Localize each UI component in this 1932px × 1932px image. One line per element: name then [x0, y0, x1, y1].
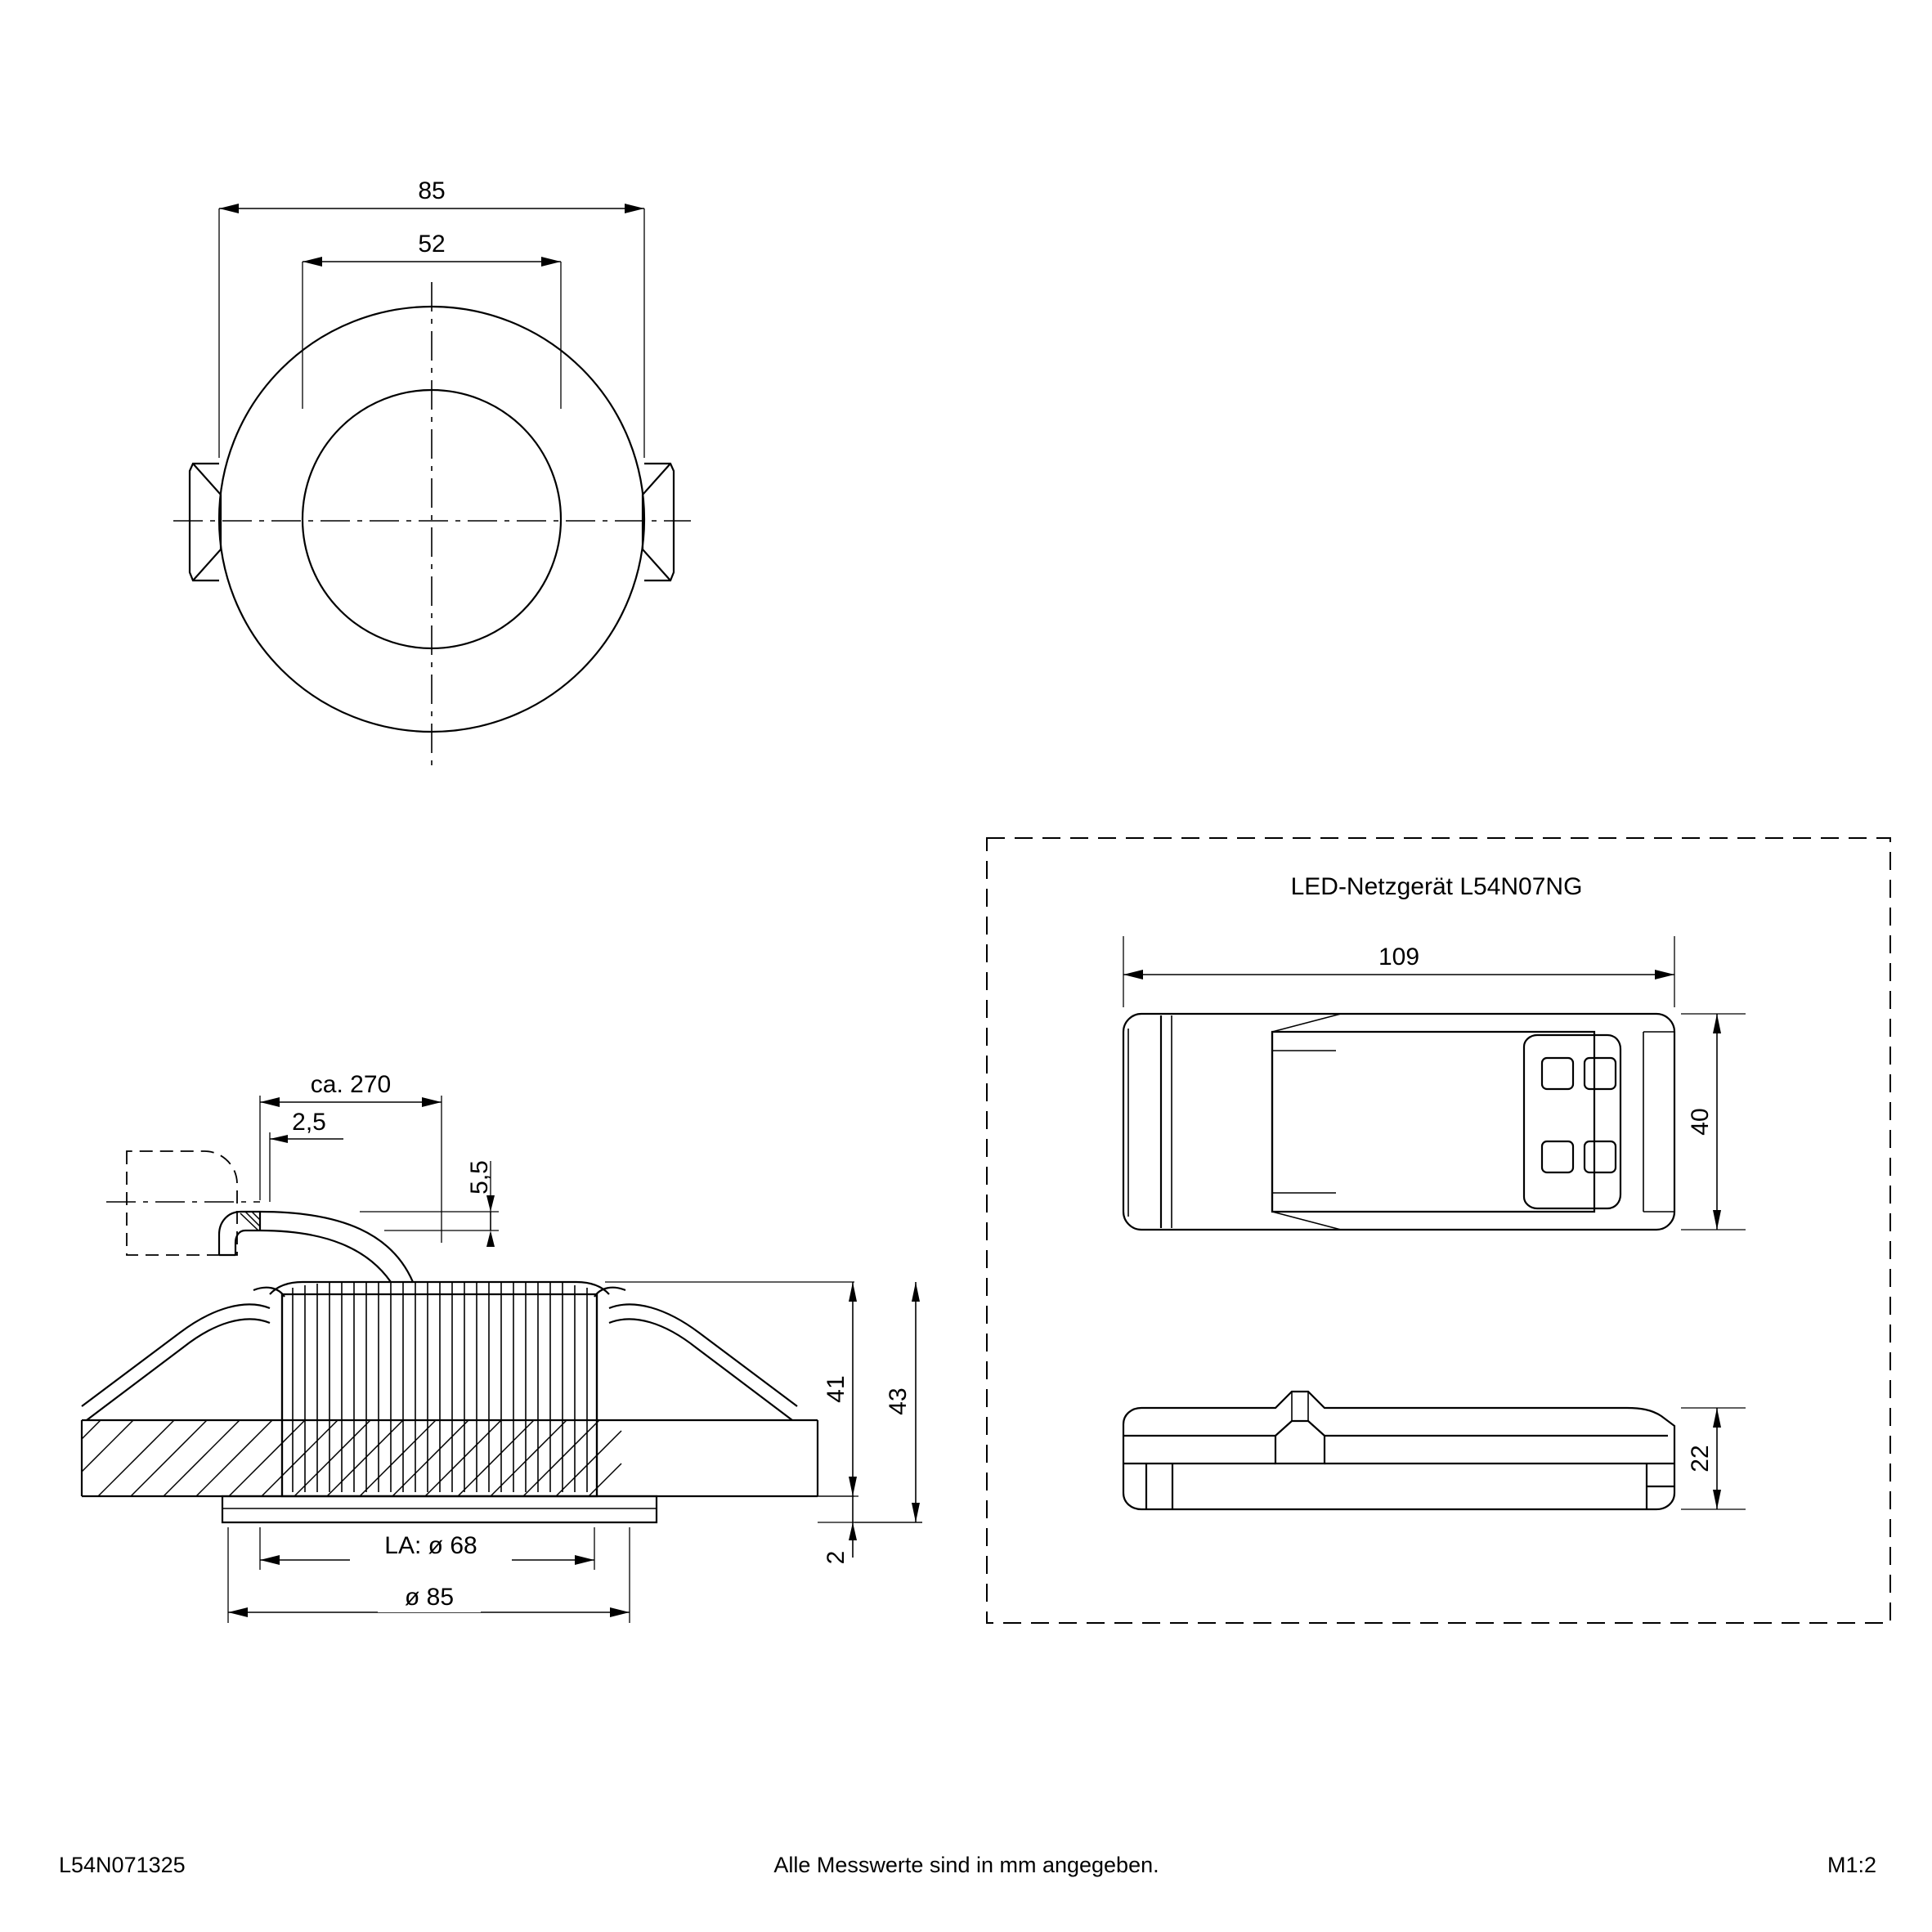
dim-25-arrow — [270, 1135, 288, 1143]
dim-label-2-5: 2,5 — [292, 1109, 326, 1136]
dim-label-40: 40 — [1687, 1108, 1714, 1136]
dim-270-arrow-left — [260, 1097, 280, 1107]
dim-40-arrow-top — [1713, 1014, 1721, 1033]
dim-85-arrow-left — [219, 204, 239, 213]
spring-clip-left — [190, 464, 219, 580]
dim-41-arrow-top — [849, 1282, 857, 1302]
driver-box-title: LED-Netzgerät L54N07NG — [1290, 873, 1583, 900]
driver-box-group — [987, 838, 1890, 1623]
dim-label-109: 109 — [1378, 944, 1420, 970]
ceiling-hatch-right — [621, 1420, 818, 1496]
dim-o85-arrow-left — [228, 1607, 248, 1617]
spring-clip-left-inner — [193, 464, 221, 580]
driver-top-view — [1123, 936, 1746, 1230]
driver-housing-outline — [1123, 1014, 1674, 1230]
driver-side-upper-edge — [1123, 1421, 1668, 1436]
dim-label-43: 43 — [885, 1387, 912, 1415]
heatsink-fins — [293, 1283, 587, 1492]
driver-side-notch — [1275, 1436, 1325, 1464]
dim-label-85-top: 85 — [418, 177, 446, 204]
driver-side-view — [1123, 1392, 1746, 1509]
top-view-group — [173, 177, 691, 773]
dim-label-la-68: LA: ø 68 — [384, 1532, 477, 1559]
dim-109-arrow-right — [1655, 970, 1674, 979]
dim-55-arrow-bottom — [486, 1230, 495, 1247]
section-view-group — [82, 1071, 922, 1623]
dim-43-arrow-top — [912, 1282, 920, 1302]
driver-terminal-hole-2 — [1585, 1058, 1616, 1089]
ceiling-hatch-left — [82, 1420, 621, 1496]
driver-side-outline — [1123, 1392, 1674, 1509]
footer-scale: M1:2 — [1827, 1853, 1876, 1877]
dim-52-arrow-right — [541, 257, 561, 267]
footer-article-number: L54N071325 — [59, 1853, 186, 1877]
driver-lid-edge-top — [1272, 1014, 1341, 1032]
dim-la68-arrow-right — [575, 1555, 594, 1565]
dim-la68-arrow-left — [260, 1555, 280, 1565]
dim-43-arrow-bottom — [912, 1503, 920, 1522]
flange-ring — [222, 1496, 657, 1522]
connector-dashed-outline — [127, 1151, 237, 1255]
dim-40-arrow-bottom — [1713, 1210, 1721, 1230]
dim-label-ca-270: ca. 270 — [310, 1071, 392, 1098]
dim-label-52-top: 52 — [418, 231, 446, 258]
dim-270-arrow-right — [422, 1097, 442, 1107]
dim-109-arrow-left — [1123, 970, 1143, 979]
driver-terminal-hole-4 — [1585, 1141, 1616, 1172]
luminaire-body — [270, 1282, 609, 1496]
dim-2-arrow — [849, 1522, 857, 1540]
dim-55-arrow-top — [486, 1195, 495, 1212]
driver-terminal-hole-1 — [1542, 1058, 1573, 1089]
dim-label-o-85: ø 85 — [404, 1584, 455, 1611]
dim-label-41: 41 — [823, 1375, 849, 1403]
dim-label-5-5: 5,5 — [466, 1160, 493, 1195]
supply-cable — [219, 1212, 413, 1282]
dim-85-arrow-right — [625, 204, 644, 213]
dim-22-arrow-top — [1713, 1408, 1721, 1428]
dim-o85-arrow-right — [610, 1607, 630, 1617]
dim-label-2: 2 — [823, 1550, 849, 1565]
dim-22-arrow-bottom — [1713, 1490, 1721, 1509]
spring-clip-right — [644, 464, 674, 580]
driver-terminal-hole-3 — [1542, 1141, 1573, 1172]
spring-clip-right-inner — [643, 464, 670, 580]
driver-lid-edge-bottom — [1272, 1212, 1341, 1230]
dim-41-arrow-bottom — [849, 1477, 857, 1496]
dim-52-arrow-left — [303, 257, 322, 267]
dim-label-22: 22 — [1687, 1445, 1714, 1473]
footer-group — [59, 1853, 1876, 1877]
footer-units-note: Alle Messwerte sind in mm angegeben. — [773, 1853, 1159, 1877]
